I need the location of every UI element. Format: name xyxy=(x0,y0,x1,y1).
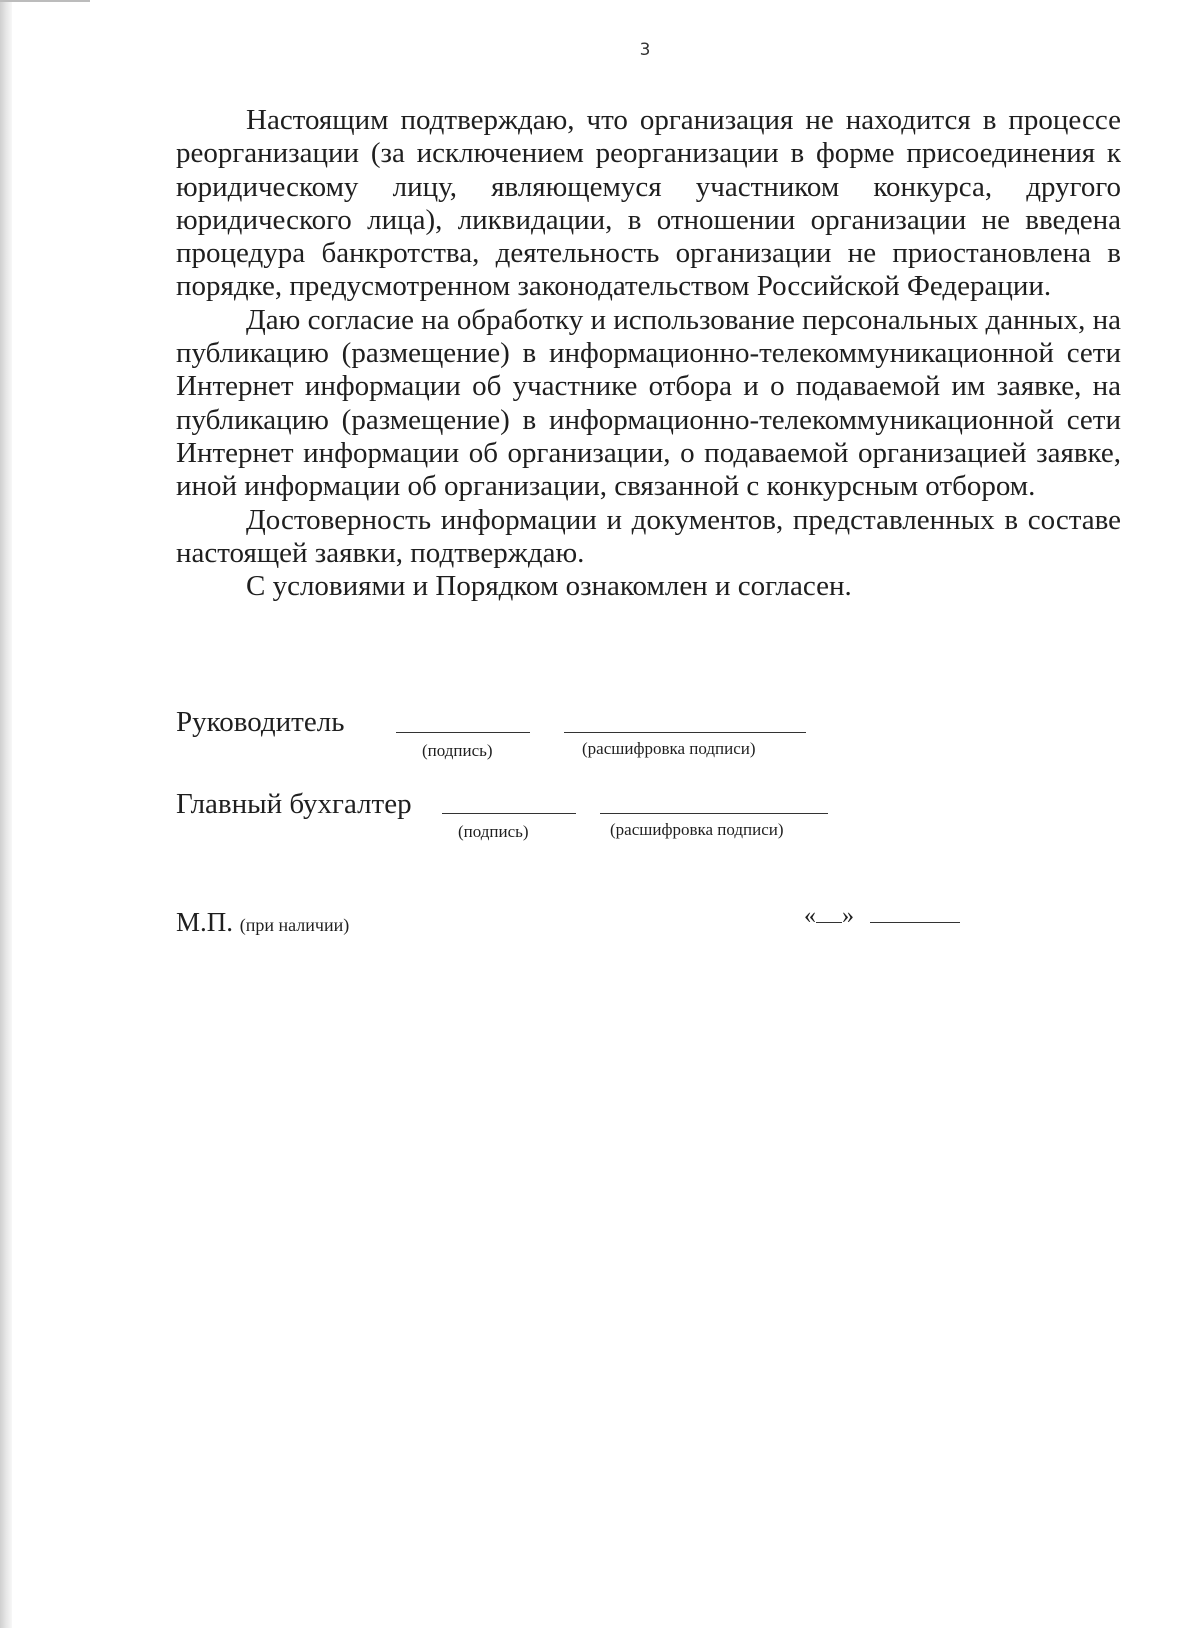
page-number: 3 xyxy=(639,40,651,60)
head-decoding-caption: (расшифровка подписи) xyxy=(582,739,756,758)
paragraph-consent-personal-data: Даю согласие на обработку и использование персональных данных, на публикацию (размещение) в информационно-телекоммуникационной сети Интернет информации об участнике отбора и о подаваемой им заявке, на публикацию (размещение) в информационно-телекоммуникационной сети Интернет информации об организации, о подаваемой организацией заявке, иной информации об организации, связанной с конкурсным отбором. xyxy=(176,303,1121,503)
head-signature-caption: (подпись) xyxy=(422,741,493,760)
date-field[interactable] xyxy=(804,903,960,930)
paragraph-agreement: С условиями и Порядком ознакомлен и согласен. xyxy=(246,570,852,603)
stamp-abbreviation: М.П. xyxy=(176,907,234,937)
accountant-role-label: Главный бухгалтер xyxy=(176,788,412,820)
head-signature-line[interactable] xyxy=(396,732,530,733)
date-close-quote: » xyxy=(842,903,854,929)
scan-edge xyxy=(0,0,12,1628)
accountant-signature-line[interactable] xyxy=(442,813,576,814)
head-decoding-line[interactable] xyxy=(564,732,806,733)
accountant-signature-caption: (подпись) xyxy=(458,822,529,841)
accountant-decoding-line[interactable] xyxy=(600,813,828,814)
date-open-quote: « xyxy=(804,903,816,929)
paragraph-no-reorganization: Настоящим подтверждаю, что организация не находится в процессе реорганизации (за исключением реорганизации в форме присоединения к юридическому лицу, являющемуся участником конкурса, другого юридического лица), ликвидации, в отношении организации не введена процедура банкротства, деятельность организации не приостановлена в порядке, предусмотренном законодательством Российской Федерации. xyxy=(176,104,1121,303)
stamp-note: (при наличии) xyxy=(239,915,350,935)
paragraph-authenticity: Достоверность информации и документов, представленных в составе настоящей заявки, подтверждаю. xyxy=(176,503,1121,569)
accountant-decoding-caption: (расшифровка подписи) xyxy=(610,820,784,839)
date-day-blank[interactable] xyxy=(816,922,842,923)
stamp-label xyxy=(176,907,349,938)
signature-block xyxy=(176,0,1176,1628)
head-role-label: Руководитель xyxy=(176,706,345,738)
scan-artifact-line xyxy=(0,0,90,2)
date-month-year-blank[interactable] xyxy=(870,922,960,923)
